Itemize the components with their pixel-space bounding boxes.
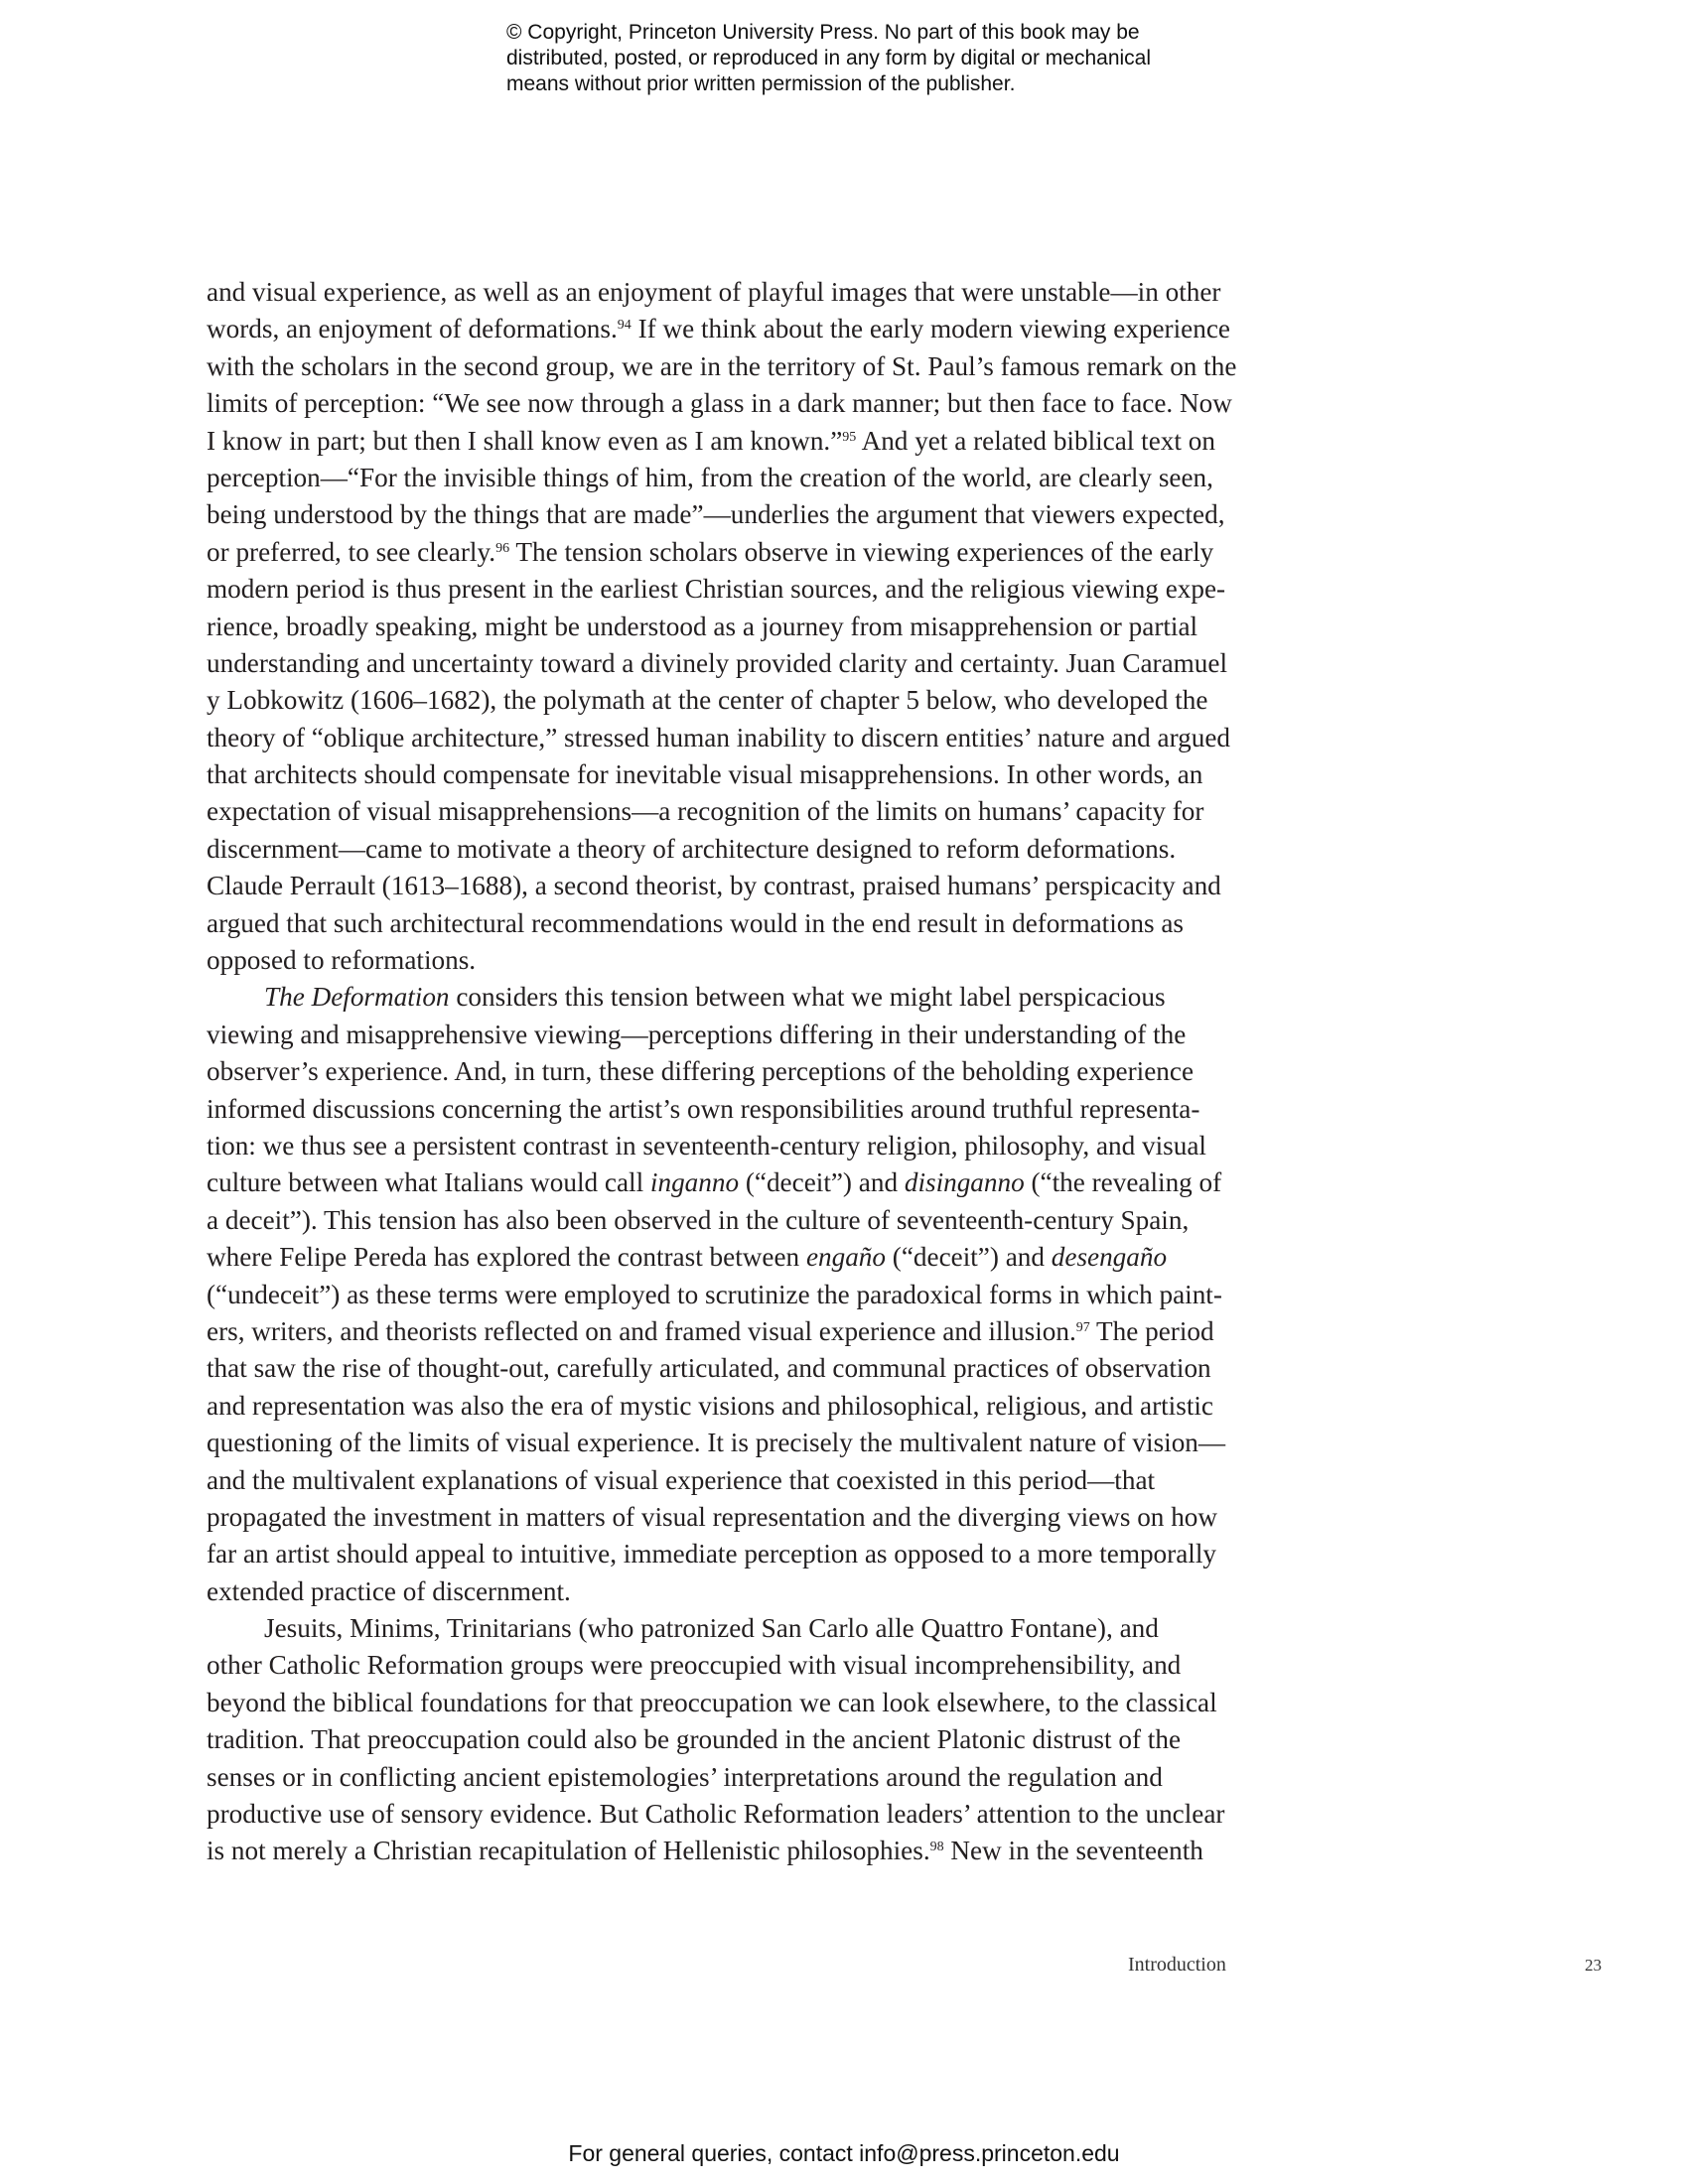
text-line — [207, 682, 1259, 719]
text-segment: informed discussions concerning the artist’s own responsibilities around truthful representa- — [207, 1093, 1200, 1124]
text-line — [207, 1425, 1259, 1461]
text-line — [207, 1759, 1259, 1796]
text-segment: New in the seventeenth — [943, 1836, 1203, 1866]
italic-text: The Deformation — [264, 982, 450, 1013]
text-line — [207, 1721, 1259, 1758]
italic-text: disinganno — [904, 1167, 1025, 1198]
text-segment: (“deceit”) and — [885, 1242, 1052, 1273]
footnote-ref: 94 — [617, 318, 632, 334]
text-segment: Jesuits, Minims, Trinitarians (who patronized San Carlo alle Quattro Fontane), and — [264, 1613, 1159, 1644]
text-segment: tion: we thus see a persistent contrast in seventeenth-century religion, philosophy, and visual — [207, 1130, 1206, 1160]
text-segment: perception—“For the invisible things of him, from the creation of the world, are clearly seen, — [207, 462, 1213, 492]
text-segment: questioning of the limits of visual experience. It is precisely the multivalent nature of vision— — [207, 1428, 1226, 1458]
italic-text: inganno — [649, 1167, 740, 1198]
copyright-line: © Copyright, Princeton University Press. No part of this book may be — [506, 21, 1140, 44]
text-line — [207, 385, 1259, 422]
text-line — [207, 1647, 1259, 1684]
text-segment: being understood by the things that are made”—underlies the argument that viewers expected, — [207, 499, 1225, 530]
text-segment: opposed to reformations. — [207, 945, 477, 976]
copyright-line: distributed, posted, or reproduced in any form by digital or mechanical — [506, 47, 1152, 69]
text-line — [207, 1462, 1259, 1499]
text-segment: The tension scholars observe in viewing experiences of the early — [509, 536, 1214, 567]
text-line — [207, 423, 1259, 460]
text-line — [207, 1164, 1259, 1201]
text-line — [207, 1536, 1259, 1572]
text-line — [207, 1128, 1259, 1164]
text-segment: culture between what Italians would call — [207, 1167, 650, 1198]
text-line — [207, 1017, 1259, 1053]
text-line — [207, 311, 1259, 347]
text-line — [207, 831, 1259, 868]
body-text — [207, 274, 1259, 1870]
footnote-ref: 97 — [1075, 1319, 1090, 1335]
text-segment: that saw the rise of thought-out, carefully articulated, and communal practices of observation — [207, 1353, 1211, 1384]
text-segment: and the multivalent explanations of visual experience that coexisted in this period—that — [207, 1464, 1156, 1495]
text-segment: argued that such architectural recommendations would in the end result in deformations as — [207, 907, 1184, 938]
text-segment: words, an enjoyment of deformations. — [207, 314, 618, 344]
copyright-line: means without prior written permission of the publisher. — [506, 72, 1016, 95]
text-line — [207, 756, 1259, 793]
text-line — [207, 720, 1259, 756]
text-segment: with the scholars in the second group, we are in the territory of St. Paul’s famous remark on the — [207, 350, 1237, 381]
text-segment: a deceit”). This tension has also been observed in the culture of seventeenth-century Spain, — [207, 1204, 1190, 1235]
text-line — [207, 1796, 1259, 1833]
text-segment: understanding and uncertainty toward a divinely provided clarity and certainty. Juan Caramuel — [207, 647, 1227, 678]
text-segment: senses or in conflicting ancient epistemologies’ interpretations around the regulation and — [207, 1761, 1163, 1792]
text-segment: considers this tension between what we might label perspicacious — [449, 982, 1166, 1013]
text-segment: extended practice of discernment. — [207, 1575, 571, 1606]
text-segment: (“undeceit”) as these terms were employed to scrutinize the paradoxical forms in which paint- — [207, 1279, 1222, 1309]
text-line — [207, 1685, 1259, 1721]
text-line — [207, 1202, 1259, 1239]
text-line — [207, 1573, 1259, 1610]
text-line — [207, 460, 1259, 496]
text-segment: ers, writers, and theorists reflected on and framed visual experience and illusion. — [207, 1315, 1076, 1346]
text-segment: The period — [1089, 1315, 1214, 1346]
text-line — [207, 1833, 1259, 1869]
text-segment: modern period is thus present in the earliest Christian sources, and the religious viewing expe- — [207, 574, 1226, 605]
text-segment: expectation of visual misapprehensions—a recognition of the limits on humans’ capacity for — [207, 796, 1204, 827]
text-line — [207, 1239, 1259, 1276]
footnote-ref: 95 — [842, 429, 857, 445]
text-segment: y Lobkowitz (1606–1682), the polymath at the center of chapter 5 below, who developed the — [207, 685, 1208, 716]
text-line — [207, 1091, 1259, 1128]
text-segment: other Catholic Reformation groups were preoccupied with visual incomprehensibility, and — [207, 1650, 1182, 1681]
text-line — [207, 1499, 1259, 1536]
text-segment: that architects should compensate for inevitable visual misapprehensions. In other words, an — [207, 759, 1203, 790]
page-number: 23 — [1585, 1956, 1602, 1975]
text-segment: tradition. That preoccupation could also be grounded in the ancient Platonic distrust of the — [207, 1724, 1182, 1755]
text-segment: Claude Perrault (1613–1688), a second theorist, by contrast, praised humans’ perspicacity and — [207, 871, 1221, 901]
text-segment: and visual experience, as well as an enjoyment of playful images that were unstable—in other — [207, 277, 1221, 307]
text-segment: (“deceit”) and — [739, 1167, 905, 1198]
text-segment: propagated the investment in matters of visual representation and the diverging views on how — [207, 1501, 1218, 1532]
text-line — [207, 1388, 1259, 1425]
text-line — [207, 868, 1259, 904]
text-segment: far an artist should appeal to intuitive, immediate perception as opposed to a more temporally — [207, 1539, 1216, 1570]
text-line — [207, 1053, 1259, 1090]
text-segment: I know in part; but then I shall know even as I am known.” — [207, 425, 843, 456]
text-line — [207, 609, 1259, 645]
text-line — [207, 496, 1259, 533]
text-segment: and representation was also the era of mystic visions and philosophical, religious, and artistic — [207, 1390, 1213, 1421]
text-line — [207, 1350, 1259, 1387]
text-segment: limits of perception: “We see now through a glass in a dark manner; but then face to face. Now — [207, 388, 1232, 419]
text-segment: And yet a related biblical text on — [856, 425, 1215, 456]
text-line — [207, 1277, 1259, 1313]
text-line — [207, 905, 1259, 942]
footnote-ref: 98 — [929, 1840, 944, 1855]
text-segment: productive use of sensory evidence. But Catholic Reformation leaders’ attention to the unclear — [207, 1799, 1225, 1830]
text-segment: where Felipe Pereda has explored the contrast between — [207, 1242, 806, 1273]
text-segment: viewing and misapprehensive viewing—perceptions differing in their understanding of the — [207, 1019, 1187, 1049]
text-segment: (“the revealing of — [1024, 1167, 1222, 1198]
text-line — [207, 534, 1259, 571]
text-line — [207, 645, 1259, 682]
running-title: Introduction — [1128, 1954, 1226, 1976]
text-line — [207, 348, 1259, 385]
italic-text: engaño — [805, 1242, 886, 1273]
text-segment: discernment—came to motivate a theory of architecture designed to reform deformations. — [207, 833, 1177, 864]
copyright-notice — [506, 20, 1261, 97]
text-segment: theory of “oblique architecture,” stressed human inability to discern entities’ nature and argued — [207, 722, 1230, 752]
italic-text: desengaño — [1051, 1242, 1168, 1273]
contact-note: For general queries, contact info@press.princeton.edu — [568, 2140, 1120, 2166]
text-line — [207, 571, 1259, 608]
text-segment: rience, broadly speaking, might be understood as a journey from misapprehension or partial — [207, 611, 1198, 641]
text-line — [207, 942, 1259, 979]
text-segment: observer’s experience. And, in turn, these differing perceptions of the beholding experience — [207, 1056, 1195, 1087]
text-segment: beyond the biblical foundations for that preoccupation we can look elsewhere, to the classical — [207, 1687, 1217, 1717]
text-line — [207, 1610, 1259, 1647]
text-line — [207, 979, 1259, 1016]
text-line — [207, 274, 1259, 311]
text-segment: or preferred, to see clearly. — [207, 536, 496, 567]
text-line — [207, 1313, 1259, 1350]
footnote-ref: 96 — [495, 540, 510, 556]
text-segment: If we think about the early modern viewing experience — [631, 314, 1230, 344]
text-line — [207, 793, 1259, 830]
text-segment: is not merely a Christian recapitulation of Hellenistic philosophies. — [207, 1836, 930, 1866]
